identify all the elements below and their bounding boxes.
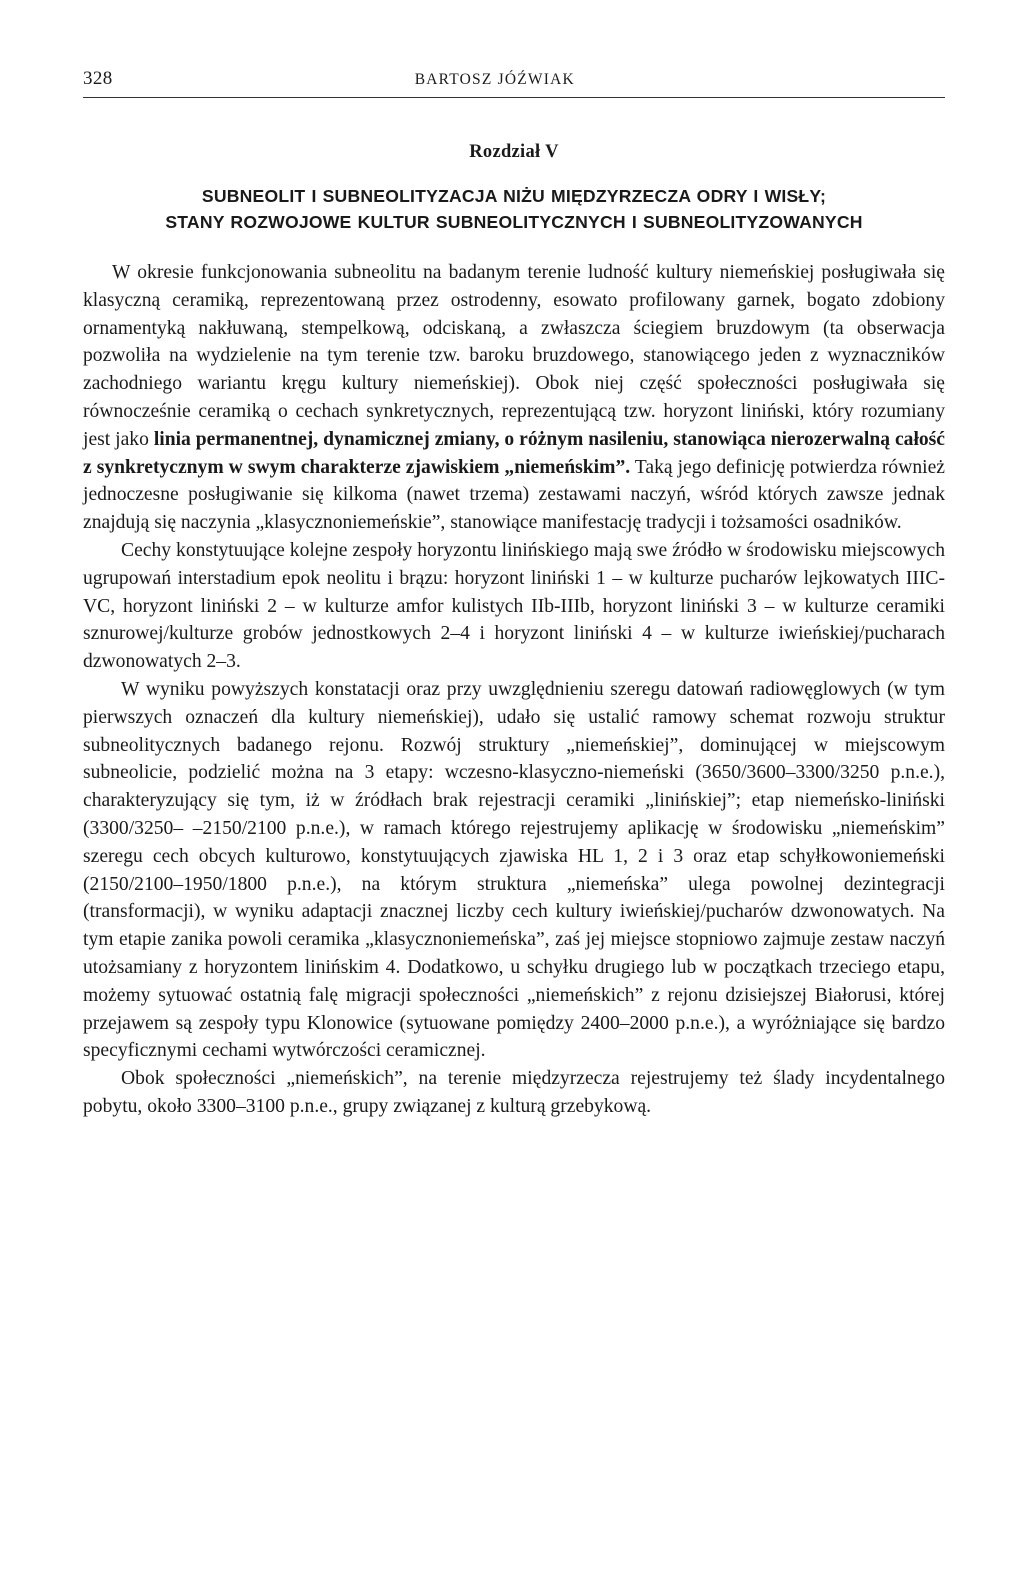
paragraph-1-bold-definition: linia permanentnej, dynamicznej zmiany, o różnym nasileniu, stanowiąca nierozerwalną całość z synkretycznym w swym charakterze zjawiskiem „niemeńskim”. (83, 428, 946, 478)
body-text (83, 259, 945, 1121)
paragraph-1-text-b: Taką jego definicję potwierdza również jednoczesne posługiwanie się kilkoma (nawet trzema) zestawami naczyń, wśród których zawsze jednak znajdują się naczynia „klasycznoniemeńskie”, stanowiące manifestację tradycji i tożsamości osadników. (83, 456, 946, 534)
paragraph-2: Cechy konstytuujące kolejne zespoły horyzontu linińskiego mają swe źródło w środowisku miejscowych ugrupowań interstadium epok neolitu i brązu: horyzont liniński 1 – w kulturze pucharów lejkowatych IIIC-VC, horyzont liniński 2 – w kulturze amfor kulistych IIb-IIIb, horyzont liniński 3 – w kulturze ceramiki sznurowej/kulturze grobów jednostkowych 2–4 i horyzont liniński 4 – w kulturze iwieńskiej/pucharach dzwonowatych 2–3. (83, 539, 945, 673)
running-head (83, 68, 945, 98)
paragraph-1 (83, 259, 945, 537)
chapter-title (83, 183, 945, 235)
paragraph-1-text-a: W okresie funkcjonowania subneolitu na badanym terenie ludność kultury niemeńskiej posługiwała się klasyczną ceramiką, reprezentowaną przez ostrodenny, esowato profilowany garnek, bogato zdobiony ornamentyką nakłuwaną, stempelkową, odciskaną, a zwłaszcza ściegiem bruzdowym (ta obserwacja pozwoliła na wydzielenie na tym terenie tzw. baroku bruzdowego, stanowiącego jeden z wyznaczników zachodniego wariantu kręgu kultury niemeńskiej). Obok niej część społeczności posługiwała się równocześnie ceramiką o cechach synkretycznych, reprezentującą tzw. horyzont liniński, który rozumiany jest jako (83, 262, 945, 450)
running-head-author: BARTOSZ JÓŹWIAK (414, 71, 575, 88)
paragraph-3: W wyniku powyższych konstatacji oraz przy uwzględnieniu szeregu datowań radiowęglowych (w tym pierwszych oznaczeń dla kultury niemeńskiej), udało się ustalić ramowy schemat rozwoju struktur subneolitycznych badanego rejonu. Rozwój struktury „niemeńskiej”, dominującej w miejscowym subneolicie, podzielić można na 3 etapy: wczesno-klasyczno-niemeński (3650/3600–3300/3250 p.n.e.), charakteryzujący się tym, iż w źródłach brak rejestracji ceramiki „linińskiej”; etap niemeńsko-liniński (3300/3250– –2150/2100 p.n.e.), w ramach którego rejestrujemy aplikację w środowisku „niemeńskim” szeregu cech obcych kulturowo, konstytuujących zjawiska HL 1, 2 i 3 oraz etap schyłkowoniemeński (2150/2100–1950/1800 p.n.e.), na którym struktura „niemeńska” ulega powolnej dezintegracji (transformacji), w wyniku adaptacji znacznej liczby cech kultury iwieńskiej/pucharów dzwonowatych. Na tym etapie zanika powoli ceramika „klasycznoniemeńska”, zaś jej miejsce stopniowo zajmuje zestaw naczyń utożsamiany z horyzontem linińskim 4. Dodatkowo, u schyłku drugiego lub w początkach trzeciego etapu, możemy sytuować ostatnią falę migracji społeczności „niemeńskich” z rejonu dzisiejszej Białorusi, której przejawem są zespoły typu Klonowice (sytuowane pomiędzy 2400–2000 p.n.e.), a wyróżniające się bardzo specyficznymi cechami wytwórczości ceramicznej. (83, 678, 945, 1062)
chapter-label: Rozdział V (469, 142, 559, 162)
chapter-title-line-1: SUBNEOLIT I SUBNEOLITYZACJA NIŻU MIĘDZYRZECZA ODRY I WISŁY; (201, 186, 827, 206)
book-page (83, 68, 945, 1121)
paragraph-4: Obok społeczności „niemeńskich”, na terenie międzyrzecza rejestrujemy też ślady incydentalnego pobytu, około 3300–3100 p.n.e., grupy związanej z kulturą grzebykową. (83, 1068, 945, 1117)
page-number: 328 (83, 68, 113, 89)
chapter-title-line-2: STANY ROZWOJOWE KULTUR SUBNEOLITYCZNYCH I SUBNEOLITYZOWANYCH (165, 212, 863, 232)
